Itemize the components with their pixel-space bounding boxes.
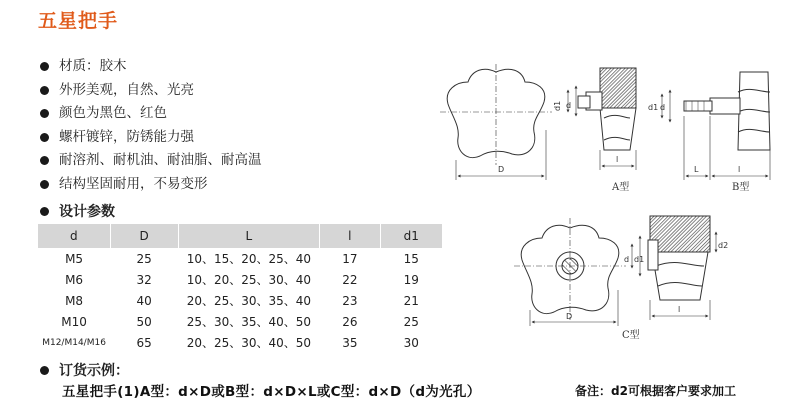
cell-D: 25 [136, 251, 152, 266]
cell-l: 35 [342, 335, 358, 350]
feature-text: 外形美观，自然、光亮 [59, 81, 194, 98]
cell-L: 20、25、30、35、40 [186, 294, 312, 308]
params-heading-text: 设计参数 [59, 204, 115, 220]
column-header: d [38, 224, 110, 248]
dim-label-d1: d1 [553, 100, 562, 111]
caption-b-type: B型 [732, 182, 750, 193]
cell-L: 20、25、30、40、50 [186, 336, 312, 350]
order-note: 备注：d2可根据客户要求加工 [575, 384, 736, 398]
cell-D: 32 [136, 272, 152, 287]
cell-d: M10 [61, 314, 87, 329]
feature-text: 耐溶剂、耐机油、耐油脂、耐高温 [59, 152, 262, 168]
caption-c-type: C型 [622, 330, 640, 341]
feature-text: 螺杆镀锌，防锈能力强 [59, 128, 194, 145]
cell-L: 25、30、35、40、50 [186, 315, 312, 329]
column-header: l [320, 224, 380, 248]
dim-label-l: l [738, 165, 741, 174]
feature-text: 材质：胶木 [59, 58, 127, 74]
column-header: d1 [380, 224, 442, 248]
cell-D: 50 [136, 314, 152, 329]
knob-c-side-view [632, 216, 716, 320]
order-heading-text: 订货示例： [59, 363, 129, 379]
feature-text: 颜色为黑色、红色 [59, 105, 167, 121]
dim-label-d: d [660, 103, 666, 112]
cell-d: M8 [65, 293, 84, 308]
cell-d: M12/M14/M16 [42, 337, 106, 348]
cell-d1: 25 [403, 314, 419, 329]
column-header: L [178, 224, 319, 248]
dim-label-L: L [694, 165, 699, 174]
cell-D: 65 [136, 335, 152, 350]
dim-label-D: D [498, 165, 505, 174]
knob-b-side-view [662, 72, 770, 180]
feature-text: 结构坚固耐用，不易变形 [59, 175, 208, 192]
dim-label-l: l [678, 305, 681, 314]
star-knob-c-top-view [514, 218, 626, 326]
cell-L: 10、20、25、30、40 [186, 273, 312, 287]
column-header: D [110, 224, 178, 248]
dim-label-D: D [566, 312, 573, 321]
cell-l: 23 [342, 293, 358, 308]
order-example: 五星把手(1)A型：d×D或B型：d×D×L或C型：d×D（d为光孔） [62, 384, 481, 400]
dim-label-d1: d1 [648, 103, 659, 112]
dim-label-d: d [624, 255, 630, 264]
cell-L: 10、15、20、25、40 [186, 252, 312, 266]
cell-d1: 19 [403, 272, 419, 287]
dim-label-d1: d1 [634, 255, 645, 264]
cell-d: M6 [65, 272, 84, 287]
cell-l: 22 [342, 272, 358, 287]
dim-label-l: l [616, 155, 619, 164]
cell-l: 17 [342, 251, 358, 266]
dim-label-d2: d2 [718, 241, 729, 250]
cell-d: M5 [65, 251, 84, 266]
page-title: 五星把手 [38, 10, 119, 32]
cell-l: 26 [342, 314, 358, 329]
cell-D: 40 [136, 293, 152, 308]
cell-d1: 15 [403, 251, 419, 266]
star-knob-top-view [440, 64, 552, 180]
dim-label-d: d [566, 101, 572, 110]
caption-a-type: A型 [612, 182, 630, 193]
cell-d1: 21 [403, 293, 419, 308]
cell-d1: 30 [403, 335, 419, 350]
knob-a-side-view [568, 68, 636, 170]
